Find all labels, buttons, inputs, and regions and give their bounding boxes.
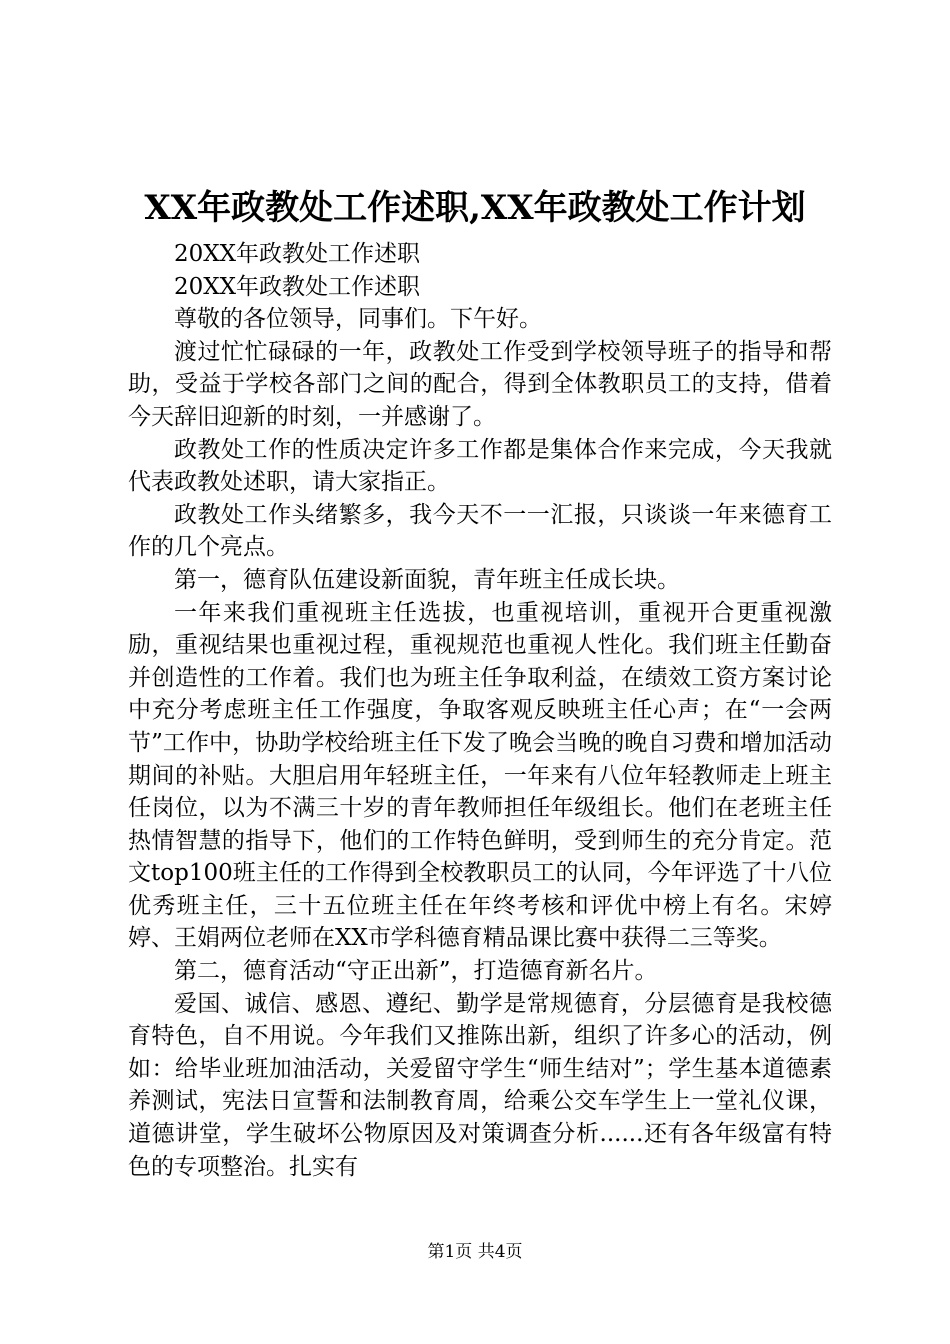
document-title: XX年政教处工作述职,XX年政教处工作计划	[144, 188, 806, 228]
paragraph: 政教处工作头绪繁多，我今天不一一汇报，只谈谈一年来德育工作的几个亮点。	[128, 501, 832, 561]
paragraph: 渡过忙忙碌碌的一年，政教处工作受到学校领导班子的指导和帮助，受益于学校各部门之间的配合，得到全体教职员工的支持，借着今天辞旧迎新的时刻，一并感谢了。	[128, 338, 832, 430]
paragraph: 第二，德育活动“守正出新”，打造德育新名片。	[174, 958, 658, 985]
paragraph: 一年来我们重视班主任选拔，也重视培训，重视开合更重视激励，重视结果也重视过程，重视规范也重视人性化。我们班主任勤奋并创造性的工作着。我们也为班主任争取利益，在绩效工资方案讨论中充分考虑班主任工作强度，争取客观反映班主任心声；在“一会两节”工作中，协助学校给班主任下发了晚会当晚的晚自习费和增加活动期间的补贴。大胆启用年轻班主任，一年来有八位年轻教师走上班主任岗位，以为不满三十岁的青年教师担任年级组长。他们在老班主任热情智慧的指导下，他们的工作特色鲜明，受到师生的充分肯定。范文top100班主任的工作得到全校教职员工的认同，今年评选了十八位优秀班主任，三十五位班主任在年终考核和评优中榜上有名。宋婷婷、王娟两位老师在XX市学科德育精品课比赛中获得二三等奖。	[128, 599, 832, 952]
paragraph: 第一，德育队伍建设新面貌，青年班主任成长块。	[174, 566, 680, 593]
paragraph: 政教处工作的性质决定许多工作都是集体合作来完成，今天我就代表政教处述职，请大家指正。	[128, 436, 832, 496]
paragraph: 20XX年政教处工作述职	[174, 241, 421, 267]
paragraph: 尊敬的各位领导，同事们。下午好。	[174, 306, 542, 333]
document-body	[128, 238, 832, 1183]
paragraph: 爱国、诚信、感恩、遵纪、勤学是常规德育，分层德育是我校德育特色，自不用说。今年我们又推陈出新，组织了许多心的活动，例如：给毕业班加油活动，关爱留守学生“师生结对”；学生基本道德素养测试，宪法日宣誓和法制教育周，给乘公交车学生上一堂礼仪课，道德讲堂，学生破坏公物原因及对策调查分析......还有各年级富有特色的专项整治。扎实有	[128, 990, 832, 1180]
page-footer: 第1页 共4页	[427, 1242, 523, 1262]
paragraph: 20XX年政教处工作述职	[174, 273, 421, 300]
